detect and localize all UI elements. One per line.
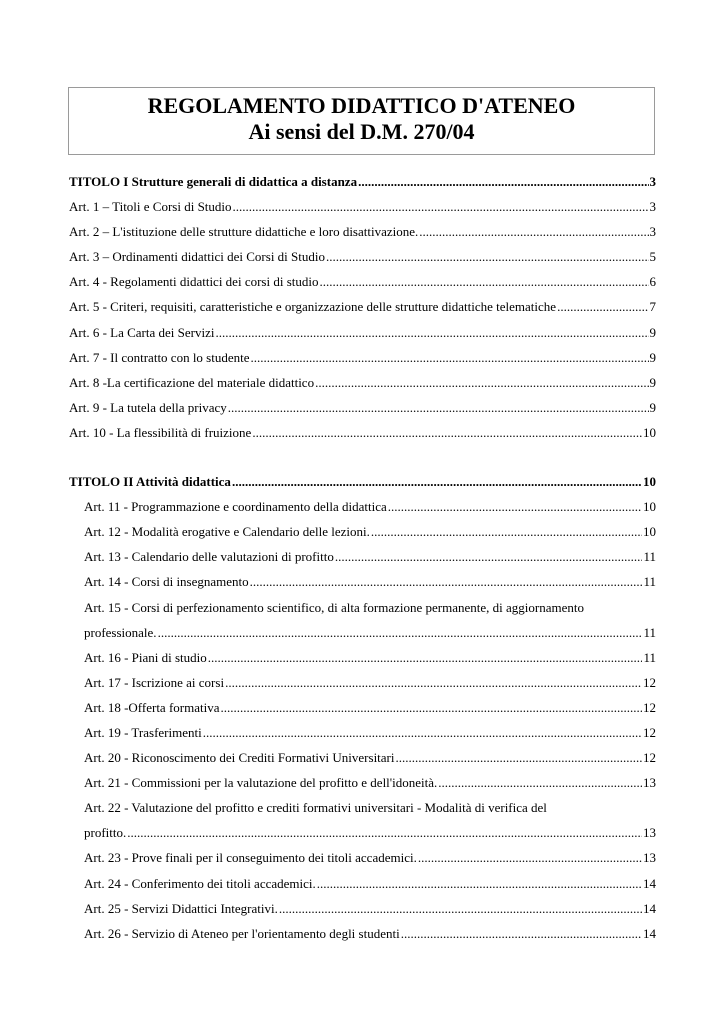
toc-page-number: 11: [643, 624, 656, 640]
toc-leader-dots: [225, 673, 642, 693]
toc-entry-label: Art. 5 - Criteri, requisiti, caratteristiche e organizzazione delle strutture didattiche telematiche: [69, 299, 557, 315]
toc-page-number: 7: [649, 299, 656, 315]
toc-leader-dots: [127, 823, 642, 843]
toc-page-number: 9: [649, 374, 656, 390]
toc-entry[interactable]: [69, 924, 656, 949]
toc-entry[interactable]: [69, 297, 656, 322]
toc-entry[interactable]: [69, 848, 656, 873]
toc-entry-label: professionale.: [84, 624, 157, 640]
toc-page-number: 10: [643, 424, 656, 440]
document-title-box: [68, 87, 655, 155]
toc-entry-label: Art. 24 - Conferimento dei titoli accademici.: [84, 875, 316, 891]
toc-leader-dots: [335, 547, 643, 567]
toc-page-number: 12: [643, 699, 656, 715]
toc-leader-dots: [358, 172, 648, 192]
toc-heading-titolo-2[interactable]: [69, 472, 656, 497]
toc-entry[interactable]: [69, 222, 656, 247]
document-title: REGOLAMENTO DIDATTICO D'ATENEO: [147, 93, 576, 118]
toc-page-number: 13: [643, 775, 656, 791]
toc-leader-dots: [317, 874, 642, 894]
toc-page-number: 13: [643, 825, 656, 841]
toc-entry-label: Art. 14 - Corsi di insegnamento: [84, 574, 249, 590]
toc-entry[interactable]: [69, 497, 656, 522]
toc-entry[interactable]: [69, 247, 656, 272]
toc-leader-dots: [438, 773, 642, 793]
toc-entry-label: Art. 3 – Ordinamenti didattici dei Corsi di Studio: [69, 249, 326, 265]
toc-entry-label: Art. 7 - Il contratto con lo studente: [69, 349, 250, 365]
toc-entry-label: Art. 10 - La flessibilità di fruizione: [69, 424, 252, 440]
toc-page-number: 12: [643, 674, 656, 690]
toc-leader-dots: [250, 572, 643, 592]
toc-page-number: 14: [643, 900, 656, 916]
toc-leader-dots: [319, 272, 648, 292]
toc-entry-label: Art. 17 - Iscrizione ai corsi: [84, 674, 225, 690]
toc-entry[interactable]: [69, 623, 656, 648]
toc-page-number: 3: [649, 174, 656, 189]
toc-entry-label: Art. 18 -Offerta formativa: [84, 699, 220, 715]
toc-page-number: 10: [643, 474, 656, 490]
toc-entry-label: profitto.: [84, 825, 127, 841]
toc-leader-dots: [279, 899, 642, 919]
toc-page-number: 10: [643, 524, 656, 540]
toc-leader-dots: [233, 197, 649, 217]
toc-entry-first-line[interactable]: Art. 22 - Valutazione del profitto e crediti formativi universitari - Modalità di verifica del: [84, 800, 547, 816]
toc-page-number: 9: [649, 324, 656, 340]
toc-entry-label: Art. 23 - Prove finali per il conseguimento dei titoli accademici.: [84, 850, 417, 866]
toc-entry[interactable]: [69, 648, 656, 673]
toc-leader-dots: [203, 723, 642, 743]
toc-heading-titolo-1[interactable]: [69, 172, 656, 197]
toc-page-number: 11: [643, 549, 656, 565]
table-of-contents: [69, 172, 656, 949]
toc-entry-label: Art. 13 - Calendario delle valutazioni di profitto: [84, 549, 334, 565]
toc-entry-label: Art. 26 - Servizio di Ateneo per l'orientamento degli studenti: [84, 925, 400, 941]
toc-entry[interactable]: [69, 723, 656, 748]
toc-page-number: 12: [643, 724, 656, 740]
toc-page-number: 3: [649, 224, 656, 240]
toc-entry-label: Art. 25 - Servizi Didattici Integrativi.: [84, 900, 278, 916]
toc-entry[interactable]: [69, 673, 656, 698]
toc-page-number: 10: [643, 499, 656, 515]
toc-page-number: 14: [643, 925, 656, 941]
toc-entry[interactable]: [69, 547, 656, 572]
toc-leader-dots: [228, 398, 649, 418]
section-spacer: [69, 448, 656, 472]
toc-entry-label: Art. 19 - Trasferimenti: [84, 724, 202, 740]
toc-page-number: 3: [649, 199, 656, 215]
toc-entry[interactable]: [69, 874, 656, 899]
toc-entry-label: Art. 20 - Riconoscimento dei Crediti Formativi Universitari: [84, 750, 395, 766]
toc-entry[interactable]: [69, 323, 656, 348]
toc-leader-dots: [232, 472, 642, 492]
toc-page-number: 13: [643, 850, 656, 866]
toc-page-number: 11: [643, 574, 656, 590]
toc-entry[interactable]: [69, 373, 656, 398]
toc-leader-dots: [388, 497, 642, 517]
toc-page-number: 9: [649, 399, 656, 415]
toc-leader-dots: [315, 373, 648, 393]
toc-leader-dots: [158, 623, 643, 643]
toc-entry-label: Art. 11 - Programmazione e coordinamento della didattica: [84, 499, 387, 515]
toc-leader-dots: [418, 848, 642, 868]
toc-entry[interactable]: [69, 899, 656, 924]
toc-entry[interactable]: [69, 698, 656, 723]
toc-entry-label: Art. 9 - La tutela della privacy: [69, 399, 227, 415]
toc-entry[interactable]: [69, 748, 656, 773]
toc-entry-label: Art. 1 – Titoli e Corsi di Studio: [69, 199, 232, 215]
toc-entry[interactable]: [69, 272, 656, 297]
toc-entry-label: Art. 4 - Regolamenti didattici dei corsi di studio: [69, 274, 319, 290]
toc-entry-label: Art. 16 - Piani di studio: [84, 649, 207, 665]
toc-entry-label: Art. 21 - Commissioni per la valutazione del profitto e dell'idoneità.: [84, 775, 438, 791]
toc-entry-label: Art. 6 - La Carta dei Servizi: [69, 324, 215, 340]
toc-leader-dots: [215, 323, 648, 343]
toc-entry[interactable]: [69, 522, 656, 547]
toc-entry[interactable]: [69, 197, 656, 222]
toc-heading-label: TITOLO I Strutture generali di didattica a distanza: [69, 174, 358, 189]
toc-leader-dots: [208, 648, 643, 668]
toc-entry[interactable]: [69, 348, 656, 373]
toc-page-number: 6: [649, 274, 656, 290]
toc-leader-dots: [326, 247, 648, 267]
toc-entry[interactable]: [69, 773, 656, 798]
toc-entry[interactable]: [69, 423, 656, 448]
toc-leader-dots: [401, 924, 642, 944]
toc-entry[interactable]: [69, 572, 656, 597]
toc-entry-label: Art. 2 – L'istituzione delle strutture didattiche e loro disattivazione.: [69, 224, 419, 240]
toc-leader-dots: [557, 297, 648, 317]
toc-leader-dots: [220, 698, 642, 718]
toc-page-number: 9: [649, 349, 656, 365]
toc-leader-dots: [371, 522, 642, 542]
toc-entry-label: Art. 8 -La certificazione del materiale didattico: [69, 374, 315, 390]
toc-leader-dots: [396, 748, 642, 768]
toc-page-number: 12: [643, 750, 656, 766]
toc-entry[interactable]: [69, 823, 656, 848]
document-subtitle: Ai sensi del D.M. 270/04: [248, 119, 475, 144]
toc-page-number: 11: [643, 649, 656, 665]
toc-page-number: 14: [643, 875, 656, 891]
toc-entry-first-line[interactable]: Art. 15 - Corsi di perfezionamento scientifico, di alta formazione permanente, di aggiornamento: [84, 599, 584, 615]
toc-entry[interactable]: [69, 398, 656, 423]
toc-leader-dots: [419, 222, 648, 242]
toc-heading-label: TITOLO II Attività didattica: [69, 474, 231, 490]
toc-entry-label: Art. 12 - Modalità erogative e Calendario delle lezioni.: [84, 524, 370, 540]
toc-leader-dots: [252, 423, 642, 443]
toc-page-number: 5: [649, 249, 656, 265]
toc-leader-dots: [251, 348, 649, 368]
